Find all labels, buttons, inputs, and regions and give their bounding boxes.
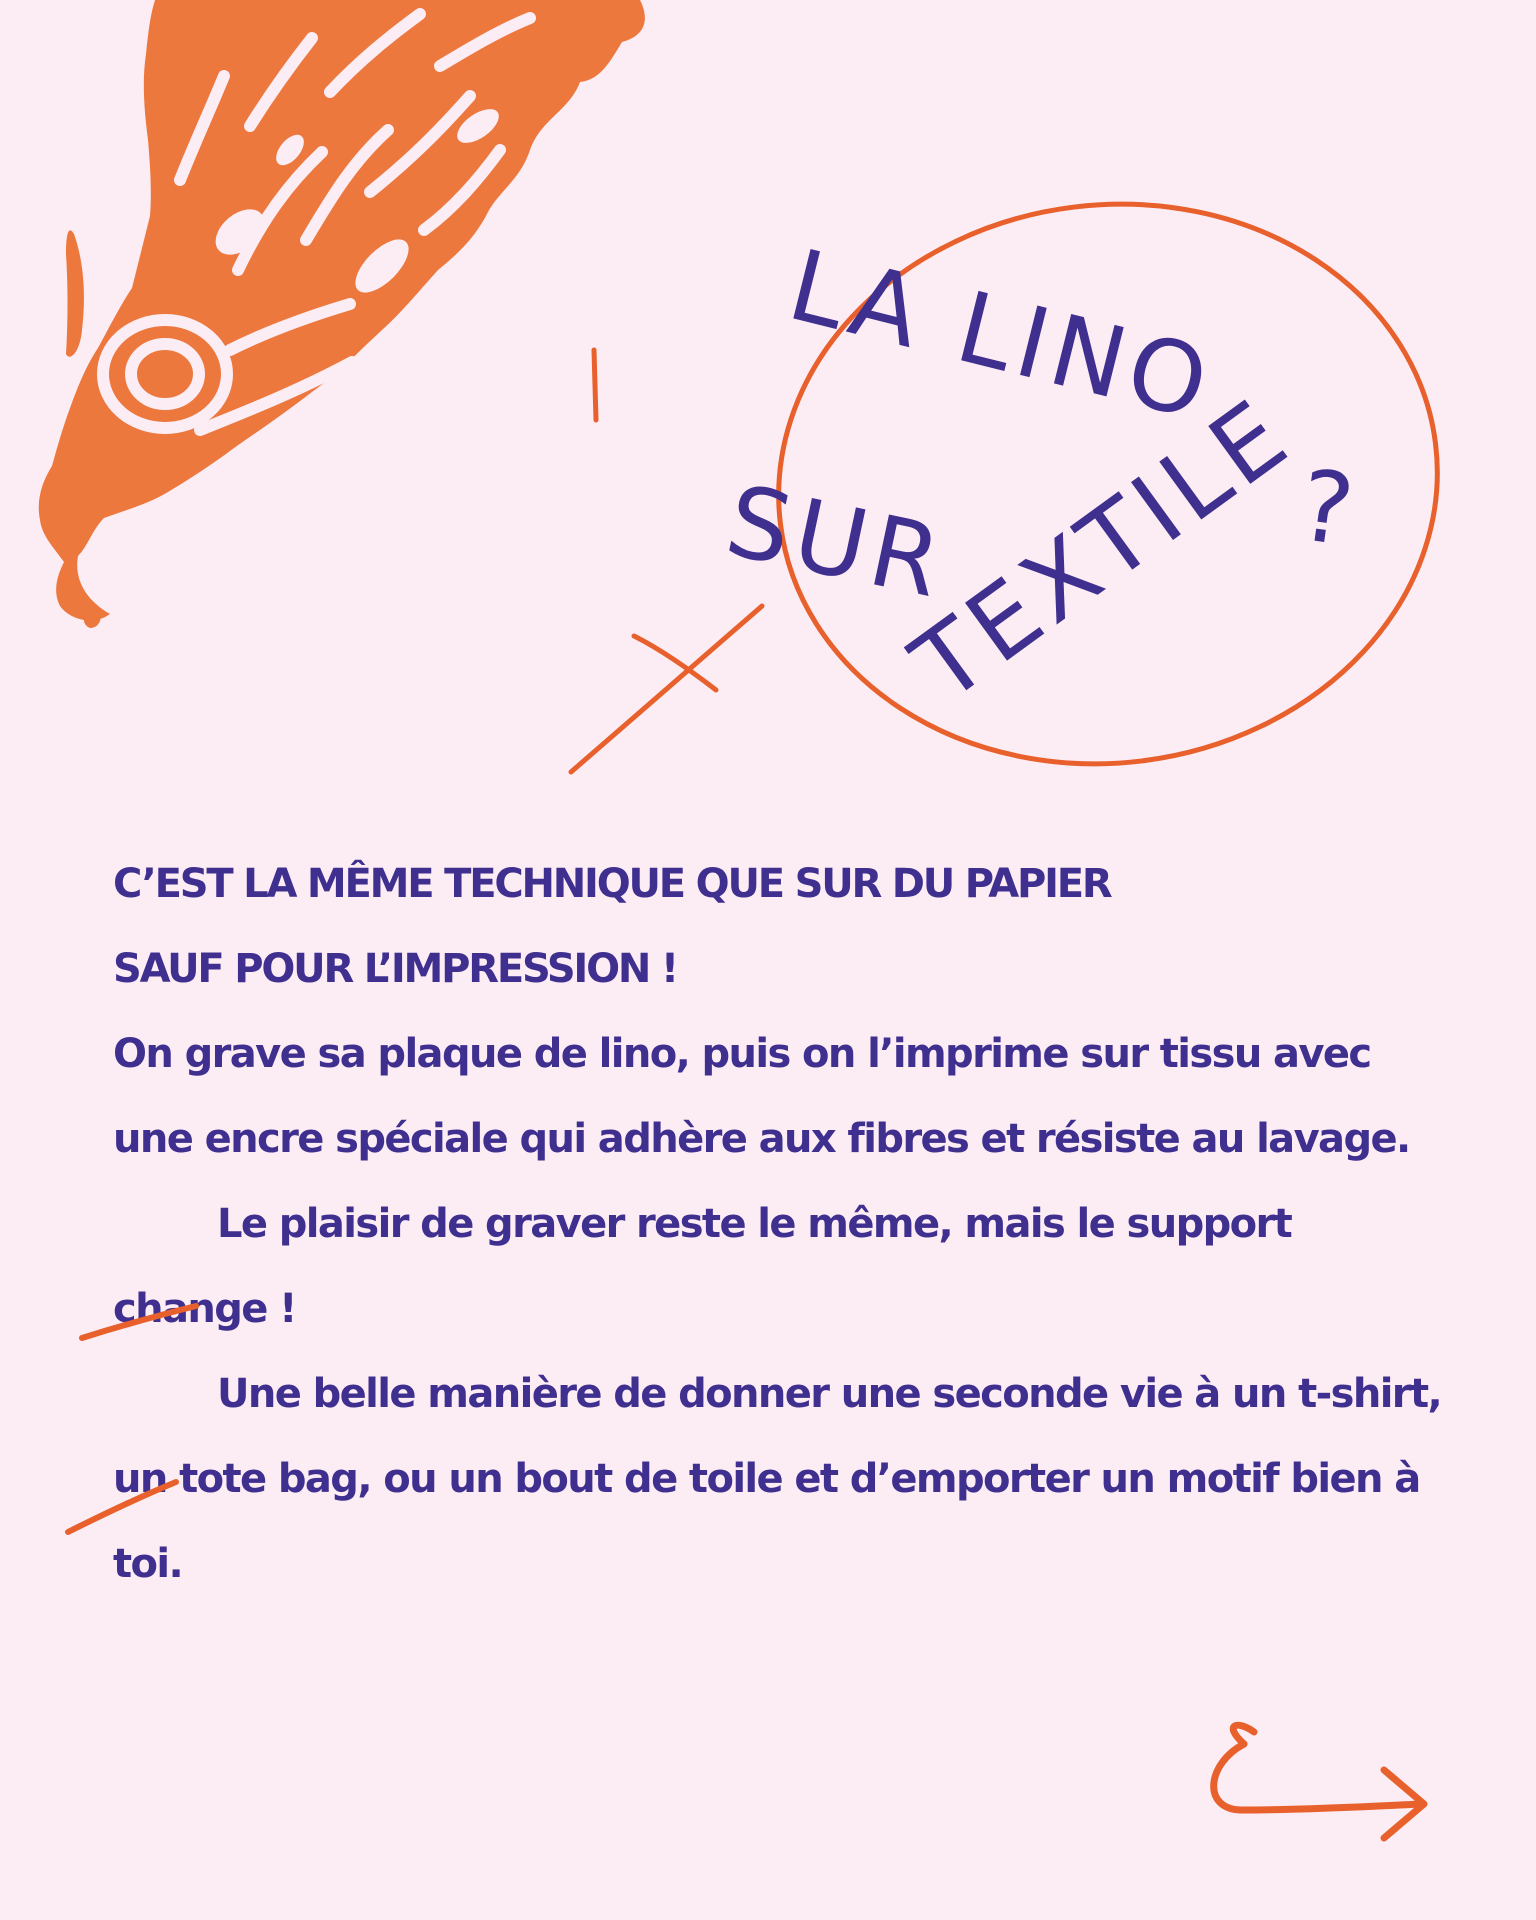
bubble-line-3: TEXTILE — [893, 376, 1312, 725]
bubble-line-1: LA LINO — [778, 228, 1224, 444]
paragraph-2 — [113, 1182, 1443, 1352]
title-bubble — [0, 0, 1536, 800]
paragraph-1: On grave sa plaque de lino, puis on l’imprime sur tissu avec une encre spéciale qui adhère aux fibres et résiste au lavage. — [113, 1031, 1410, 1162]
heading-line-2: SAUF POUR L’IMPRESSION ! — [113, 946, 677, 992]
paragraph-3-text: Une belle manière de donner une seconde vie à un t-shirt, un tote bag, ou un bout de toile et d’emporter un motif bien à toi. — [113, 1371, 1442, 1587]
text-content — [113, 842, 1443, 1607]
bubble-line-2: SUR — [717, 463, 956, 622]
heading-line-1: C’EST LA MÊME TECHNIQUE QUE SUR DU PAPIER — [113, 861, 1111, 907]
paragraph-3 — [113, 1352, 1443, 1607]
curved-arrow-right-icon[interactable] — [1214, 1725, 1424, 1838]
paragraph-2-text: Le plaisir de graver reste le même, mais le support change ! — [113, 1201, 1292, 1332]
question-mark-icon: ? — [1292, 448, 1366, 570]
